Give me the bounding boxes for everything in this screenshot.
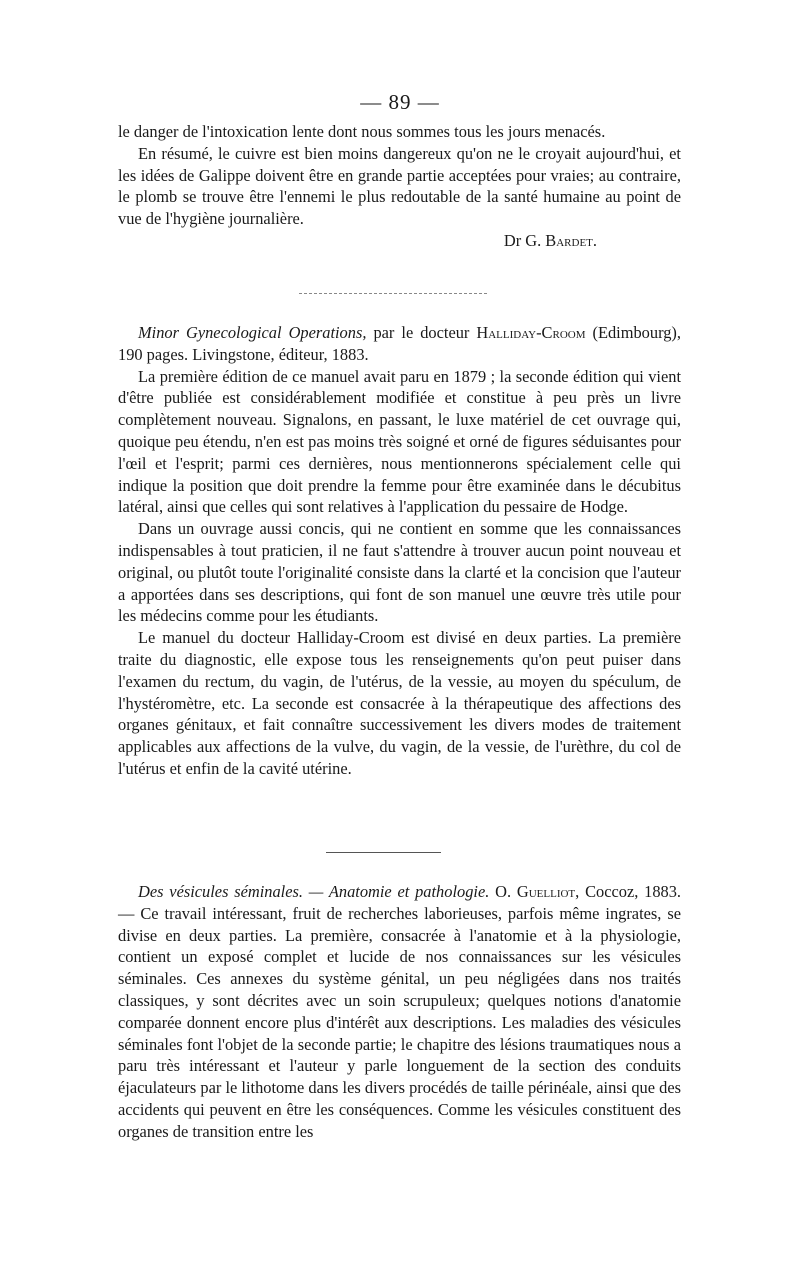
author-signature (118, 230, 681, 252)
review-body (118, 881, 681, 1143)
section-minor-gynecological-operations (118, 322, 681, 780)
review-text: Coccoz, 1883. — Ce travail intéressant, fruit de recherches laborieuses, parfois même ingrates, se divise en deux parties. La première, consacrée à l'anatomie et à la physiologie, contient un exposé complet et lucide de nos connaissances sur les vésicules séminales. Ces annexes du système génital, un peu négligées dans nos traités classiques, y sont décrites avec un soin scrupuleux; quelques notions d'anatomie comparée donnent encore plus d'intérêt aux descriptions. Les maladies des vésicules séminales font l'objet de la seconde partie; le chapitre des lésions traumatiques nous a paru très intéressant et l'auteur y parle longuement de la section des conduits éjaculateurs par le lithotome dans les divers procédés de taille périnéale, ainsi que des accidents qui peuvent en être les conséquences. Comme les vésicules constituent des organes de transition entre les (118, 882, 682, 1141)
book-author: Guelliot, (516, 882, 580, 901)
book-title: Minor Gynecological Operations, (138, 323, 367, 342)
paragraph: Le manuel du docteur Halliday-Croom est divisé en deux parties. La première traite du diagnostic, elle expose tous les renseignements qu'on peut puiser dans l'examen du rectum, du vagin, de l'utérus, de la vessie, au moyen du spéculum, de l'hystéromètre, etc. La seconde est consacrée à la thérapeutique des affections des organes génitaux, et fait connaître successivement les divers modes de traitement applicables aux affections de la vulve, du vagin, de la vessie, de l'urèthre, du col de l'utérus et enfin de la cavité utérine. (118, 628, 681, 778)
book-author: Halliday-Croom (476, 323, 586, 342)
section-vesicules-seminales (118, 881, 681, 1143)
paragraph: Dans un ouvrage aussi concis, qui ne contient en somme que les connaissances indispensables à tout praticien, il ne faut s'attendre à trouver aucun point nouveau et original, ou plutôt toute l'originalité consiste dans la clarté et la concision que l'auteur a apportées dans ses descriptions, qui font de son manuel une œuvre très utile pour les médecins comme pour les étudiants. (118, 519, 681, 626)
section-divider (326, 852, 441, 853)
review-heading (118, 322, 681, 366)
page-number: — 89 — (360, 90, 440, 114)
paragraph: En résumé, le cuivre est bien moins dangereux qu'on ne le croyait aujourd'hui, et les idées de Galippe doivent être en grande partie acceptées pour vraies; au contraire, le plomb se trouve être l'ennemi le plus redoutable de la santé humaine au point de vue de l'hygiène journalière. (118, 143, 681, 229)
review-intro: par le docteur (373, 323, 470, 342)
book-title: Des vésicules séminales. — Anatomie et pathologie. (138, 882, 490, 901)
section-hygiene-conclusion (118, 121, 681, 252)
section-divider (299, 293, 487, 294)
signature-name: G. Bardet. (525, 230, 597, 250)
bibliographic-info: (Edimbourg), 190 pages. Livingstone, éditeur, 1883. (118, 323, 681, 364)
author-initial: O. (495, 882, 512, 901)
signature-prefix: Dr (503, 230, 522, 250)
paragraph: le danger de l'intoxication lente dont nous sommes tous les jours menacés. (118, 122, 606, 141)
paragraph: La première édition de ce manuel avait paru en 1879 ; la seconde édition qui vient d'être publiée est considérablement modifiée et constitue à peu près un livre complètement nouveau. Signalons, en passant, le luxe matériel de cet ouvrage qui, quoique peu étendu, n'en est pas moins très soigné et orné de figures séduisantes pour l'œil et l'esprit; parmi ces dernières, nous mentionnerons spécialement celle qui indique la position que doit prendre la femme pour être examinée dans le décubitus latéral, ainsi que celles qui sont relatives à l'application du pessaire de Hodge. (118, 366, 681, 517)
